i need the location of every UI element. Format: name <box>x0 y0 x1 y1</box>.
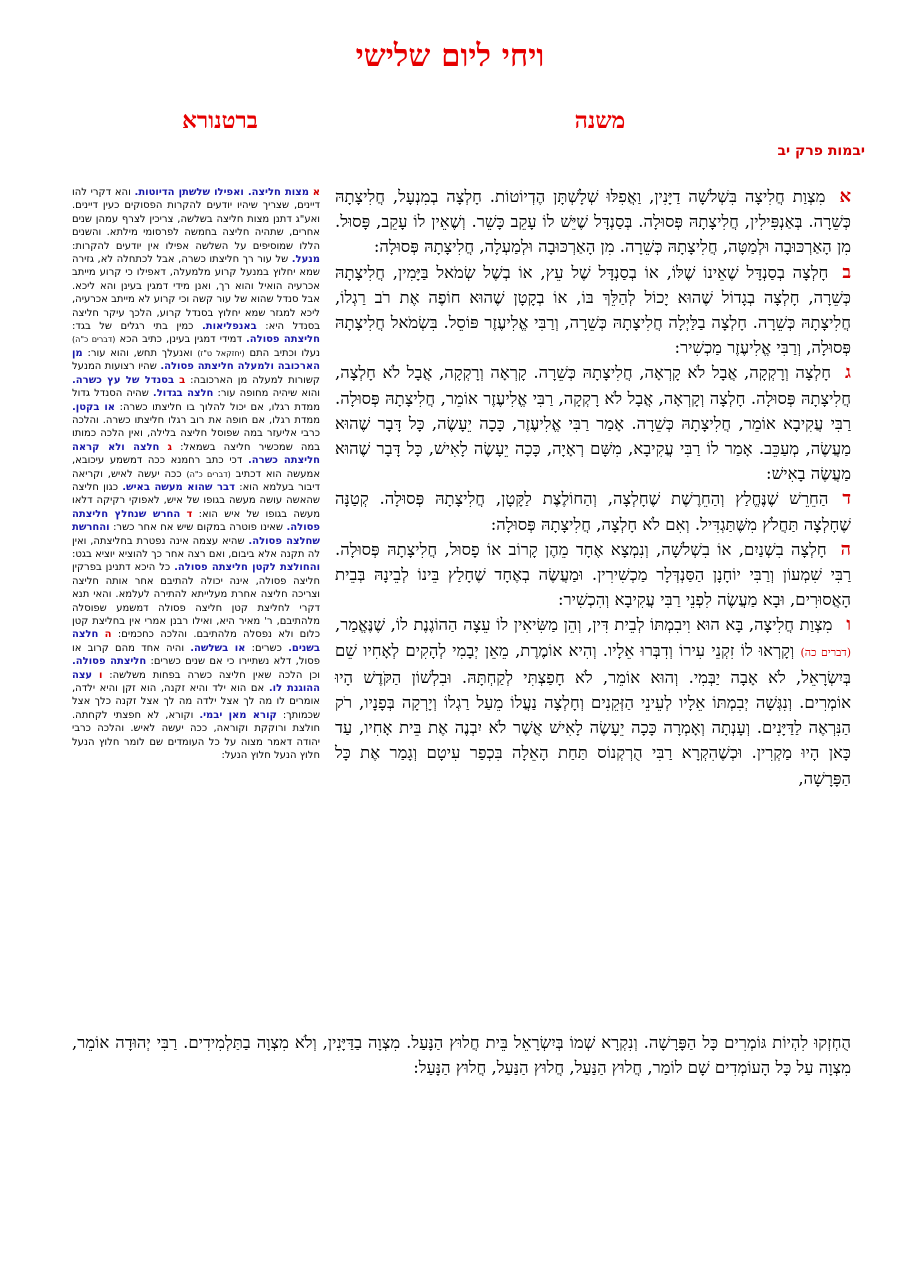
commentary-text: כגון חליצה שהאשה עושה מעשה בגופו של איש, לאפוקי רקיקה דלאו מעשה בגופו של איש הוא: <box>72 481 320 520</box>
mishna-letter: ב <box>842 261 851 283</box>
commentary-lemma: מנעל. <box>291 254 320 266</box>
commentary-mishna-marker: ה <box>104 629 112 641</box>
mishna-paragraph <box>335 612 851 790</box>
commentary-text: כשרים: <box>251 642 282 654</box>
mishna-text: חָלְצָה בְסַנְדָּל שֶׁאֵינוֹ שֶׁלּוֹ, אוֹ בְסַנְדָּל שֶׁל עֵץ, אוֹ בְשֶׁל שְׂמֹאל בַּיָּמִין, חֲלִיצָתָהּ כְּשֵׁרָה, חָלְצָה בְגָדוֹל שֶׁהוּא יָכוֹל לְהַלֵּךְ בּוֹ, אוֹ בְקָטָן שֶׁהוּא חוֹפֶה אֶת רֹב רַגְלוֹ, חֲלִיצָתָהּ כְּשֵׁרָה. חָלְצָה בַלַּיְלָה חֲלִיצָתָהּ כְּשֵׁרָה, וְרַבִּי אֱלִיעֶזֶר פּוֹסֵל. בִּשְׂמֹאל חֲלִיצָתָהּ פְּסוּלָה, וְרַבִּי אֱלִיעֶזֶר מַכְשִׁיר: <box>335 262 851 358</box>
commentary-text: שהיא עצמה אינה נפטרת בחליצתה, ואין לה תקנה אלא ביבום, ואם רצה אחר כך להוציא יוציא בגט: <box>72 535 320 560</box>
bartenura-commentary-column <box>72 186 321 762</box>
mishna-paragraph <box>335 486 851 536</box>
commentary-text: והוא שיהיה מחופה עור: <box>217 388 320 400</box>
commentary-mishna-marker: ב <box>179 374 186 386</box>
verse-reference: (דברים כה) <box>800 645 851 659</box>
commentary-mishna-marker: ד <box>186 508 193 520</box>
commentary-lemma: מצות חליצה. ואפילו שלשתן הדיוטות. <box>134 187 309 198</box>
mishna-column-header: משנה <box>574 107 626 134</box>
mishna-paragraph <box>335 537 851 613</box>
chapter-reference: יבמות פרק יב <box>777 143 865 159</box>
mishna-text-continuation: הֻחְזְקוּ לִהְיוֹת גּוֹמְרִים כָּל הַפָּרָשָׁה. וְנִקְרָא שְׁמוֹ בְּיִשְׂרָאֵל בֵּית חֲלוּץ הַנָּעַל. מִצְוָה בַדַּיָּנִין, וְלֹא מִצְוָה בַתַּלְמִידִים. רַבִּי יְהוּדָה אוֹמֵר, מִצְוָה עַל כָּל הָעוֹמְדִים שָׁם לוֹמַר, חֲלוּץ הַנַּעַל, חֲלוּץ הַנַּעַל, חֲלוּץ הַנָּעַל: <box>72 1033 851 1078</box>
commentary-text: והיה אחד מהם קרוב או פסול, דלא נשתיירו כי אם שנים כשרים: <box>72 642 320 668</box>
mishna-text: הַחֵרֵשׁ שֶׁנֶּחֱלַץ וְהַחֵרֶשֶׁת שֶׁחָלְצָה, וְהַחוֹלֶצֶת לַקָּטָן, חֲלִיצָתָהּ פְּסוּלָה. קְטַנָּה שֶׁחָלְצָה תַּחֲלֹץ מִשֶּׁתַּגְדִּיל. וְאִם לֹא חָלְצָה, חֲלִיצָתָהּ פְּסוּלָה: <box>335 489 851 534</box>
mishna-letter: א <box>839 186 851 207</box>
commentary-text: וקורא, לא חפצתי לקחתה. חולצת ורוקקת וקוראה, ככה יעשה לאיש. והלכה כרבי יהודה דאמר מצוה על כל העומדים שם לומר חלוץ הנעל חלוץ הנעל חלוץ הנעל: <box>72 709 320 762</box>
commentary-lemma: או בקטן. <box>72 401 116 413</box>
mishna-text-column <box>335 184 851 1026</box>
commentary-lemma: קורא מאן יבמי. <box>199 709 277 721</box>
commentary-text: וכן הלכה שאין חליצה כשרה בפחות משלשה: <box>109 669 320 681</box>
commentary-lemma: חלצה בגדול. <box>152 388 214 400</box>
commentary-lemma: או בשלשה. <box>190 642 246 654</box>
commentary-lemma: והחולצת לקטן חליצתה פסולה. <box>174 562 320 574</box>
mishna-text: מִצְוַת חֲלִיצָה, בָּא הוּא וִיבִמְתּוֹ לְבֵית דִּין, וְהֵן מַשִּׂיאִין לוֹ עֵצָה הַהוֹגֶנֶת לוֹ, שֶׁנֶּאֱמַר, <box>335 615 833 635</box>
page-title: ויחי ליום שלישי <box>355 38 545 74</box>
commentary-lemma: חליצתה פסולה. <box>245 334 320 346</box>
commentary-text: אם הוא ילד והיא זקנה, הוא זקן והיא ילדה, אומרים לו מה לך אצל ילדה מה לך אצל זקנה כלך אצל שכמותך: <box>72 683 321 721</box>
commentary-verse-reference: (דברים כ"ה) <box>72 335 116 345</box>
commentary-text: ככה יעשה לאיש, וקריאה דיבור בעלמא הוא: <box>72 468 320 493</box>
mishna-text: חָלְצָה וְרָקְקָה, אֲבָל לֹא קָרְאָה, חֲלִיצָתָהּ כְּשֵׁרָה. קָרְאָה וְרָקְקָה, אֲבָל לֹא חָלְצָה, חֲלִיצָתָהּ פְּסוּלָה. חָלְצָה וְקָרְאָה, אֲבָל לֹא רָקְקָה, רַבִּי אֱלִיעֶזֶר אוֹמֵר, חֲלִיצָתָהּ פְּסוּלָה. רַבִּי עֲקִיבָא אוֹמֵר, חֲלִיצָתָהּ כְּשֵׁרָה. אָמַר רַבִּי אֱלִיעֶזֶר, כָּכָה יֵעָשֶׂה, כָּל דָּבָר שֶׁהוּא מַעֲשֶׂה, מְעַכֵּב. אָמַר לוֹ רַבִּי עֲקִיבָא, מִשָּׁם רְאָיָה, כָּכָה יֵעָשֶׂה לָאִישׁ, כָּל דָּבָר שֶׁהוּא מַעֲשֶׂה בָאִישׁ: <box>335 363 851 484</box>
bartenura-column-header: ברטנורא <box>182 107 258 134</box>
commentary-text: כמין בתי רגלים של בגד: <box>72 321 194 333</box>
mishna-letter: ג <box>845 362 851 384</box>
commentary-verse-reference: (דברים כ"ה) <box>186 469 231 479</box>
mishna-paragraph <box>335 260 851 361</box>
mishna-paragraph <box>335 360 851 486</box>
commentary-mishna-marker: ו <box>98 669 103 681</box>
commentary-lemma: מן הארכובה ולמעלה חליצתה פסולה. <box>72 347 320 373</box>
commentary-text: של עור רך חליצתו כשרה, אבל לכתחלה לא, גזירה שמא יחלוץ במנעל קרוע מלמעלה, דאפילו כי קרוע מייתב אכרעיה הואיל והוא רך, ואנן מידי דמגין בעינן והא ליכא. אבל סנדל שהוא של עור קשה וכי קרוע לא מייתב אכרעיה, ליכא למגזר שמא יחלוץ בסנדל קרוע, הלכך עיקר חליצה בסנדל היא: <box>72 254 320 333</box>
commentary-text: שהיה הסנדל גדול ממדת רגלו, אם יכול להלוך בו חליצתו כשרה: <box>72 388 320 413</box>
mishna-text: חָלְצָה בִשְׁנַיִם, אוֹ בִשְׁלֹשָׁה, וְנִמְצָא אֶחָד מֵהֶן קָרוֹב אוֹ פָסוּל, חֲלִיצָתָהּ פְּסוּלָה. רַבִּי שִׁמְעוֹן וְרַבִּי יוֹחָנָן הַסַּנְדְּלָר מַכְשִׁירִין. וּמַעֲשֶׂה בְאֶחָד שֶׁחָלַץ בֵּינוֹ לְבֵינָהּ בְּבֵית הָאֲסוּרִים, וּבָא מַעֲשֶׂה לִפְנֵי רַבִּי עֲקִיבָא וְהִכְשִׁיר: <box>335 539 851 610</box>
commentary-text: כל היכא דתנינן בפרקין חליצה פסולה, אינה יכולה להתיבם אחר אותה חליצה וצריכה חליצה אחרת מעלייתא להתירה לעלמא. והאי תנא דקרי לחליצת קטן חליצה פסולה דמשמע שפוסלה מלהתיבם, ר' מאיר היא, ואילו רבנן אמרי אין בחליצת קטן כלום ולא נפסלה מלהתיבם. והלכה כחכמים: <box>72 562 321 641</box>
commentary-lemma: והחרשת שחלצה פסולה. <box>72 522 320 547</box>
mishna-text: מִצְוַת חֲלִיצָה בִּשְׁלֹשָׁה דַיָּנִין, וַאֲפִלּוּ שְׁלָשְׁתָּן הֶדְיוֹטוֹת. חָלְצָה בְמִנְעָל, חֲלִיצָתָהּ כְּשֵׁרָה. בְּאַנְפִּילִין, חֲלִיצָתָהּ פְּסוּלָה. בְּסַנְדָּל שֶׁיֵּשׁ לוֹ עָקֵב כָּשֵׁר. וְשֶׁאֵין לוֹ עָקֵב, פָּסוּל. מִן הָאַרְכּוּבָה וּלְמַטָּה, חֲלִיצָתָהּ כְּשֵׁרָה. מִן הָאַרְכּוּבָה וּלְמַעְלָה, חֲלִיצָתָהּ פְּסוּלָה: <box>335 187 851 257</box>
mishna-text: וְקָרְאוּ לוֹ זִקְנֵי עִירוֹ וְדִבְּרוּ אֵלָיו. וְהִיא אוֹמֶרֶת, מֵאֵן יְבָמִי לְהָקִים לְאָחִיו שֵׁם בְּיִשְׂרָאֵל, לֹא אָבָה יַבְּמִי. וְהוּא אוֹמֵר, לֹא חָפַצְתִּי לְקַחְתָּהּ. וּבִלְשׁוֹן הַקֹּדֶשׁ הָיוּ אוֹמְרִים. וְנִגְּשָׁה יְבִמְתּוֹ אֵלָיו לְעֵינֵי הַזְּקֵנִים וְחָלְצָה נַעֲלוֹ מֵעַל רַגְלוֹ וְיָרְקָה בְּפָנָיו, רֹק הַנִּרְאֶה לַדַּיָּנִים. וְעָנְתָה וְאָמְרָה כָּכָה יֵעָשֶׂה לָאִישׁ אֲשֶׁר לֹא יִבְנֶה אֶת בֵּית אָחִיו, עַד כָּאן הָיוּ מַקְרִין. וּכְשֶׁהִקְרָא רַבִּי הֻרְקְנוֹס תַּחַת הָאֵלָה בִּכְפַר עִיטָם וְגָמַר אֶת כָּל הַפָּרָשָׁה, <box>335 640 851 788</box>
commentary-lemma: חלצה בשנים. <box>72 629 320 654</box>
commentary-text: והא דקרי להו דיינים, שצריך שיהיו יודעים להקרות הפסוקים כעין דיינים. ואע"ג דתנן מצות חליצה בשלשה, צריכין לצרף עמהן שנים אחרים, שתהיה חליצה בחמשה לפרסומי מילתא. והשנים הללו שמוסיפים על השלשה אפילו אין יודעים להקרות: <box>72 187 320 252</box>
commentary-lemma: החרש שנחלץ חליצתה פסולה. <box>72 508 320 534</box>
commentary-lemma: חלצה ולא קראה חליצתה כשרה. <box>72 441 321 467</box>
mishna-letter: ו <box>846 614 851 636</box>
commentary-text: נעלו וכתיב התם <box>249 347 321 359</box>
mishna-letter: ה <box>840 538 851 560</box>
commentary-text: שהיו רצועות המנעל קשורות למעלה מן הארכובה: <box>72 361 321 386</box>
commentary-text: ואנעלך תחש, והוא עור: <box>87 347 193 359</box>
mishna-paragraph <box>335 184 851 260</box>
commentary-lemma: דבר שהוא מעשה באיש. <box>122 481 235 493</box>
commentary-lemma: חליצתה פסולה. <box>72 656 147 668</box>
commentary-lemma: בסנדל של עץ כשרה. <box>72 374 175 386</box>
commentary-text: דכי כתב רחמנא ככה דמשמע עיכובא, אמעשה הוא דכתיב <box>72 455 321 480</box>
mishna-letter: ד <box>842 488 851 510</box>
commentary-mishna-marker: א <box>312 187 320 198</box>
commentary-lemma: עצה ההוגנת לו. <box>72 669 321 695</box>
commentary-mishna-marker: ג <box>167 441 173 453</box>
commentary-verse-reference: (יחזקאל ט"ז) <box>197 348 245 358</box>
commentary-text: ממדת רגלו, אם חופה את רוב רגלו חליצתו כשרה. והלכה כרבי אליעזר במה שפוסל חליצה בלילה, ואין הלכה כמותו במה שמכשיר חליצה בשמאל: <box>72 414 320 453</box>
commentary-text: שאינו פוטרה במקום שיש אח אחר כשר: <box>113 522 284 534</box>
commentary-text: דמידי דמגין בעינן, כתיב הכא <box>119 334 242 346</box>
commentary-lemma: באנפליאות. <box>201 321 257 333</box>
